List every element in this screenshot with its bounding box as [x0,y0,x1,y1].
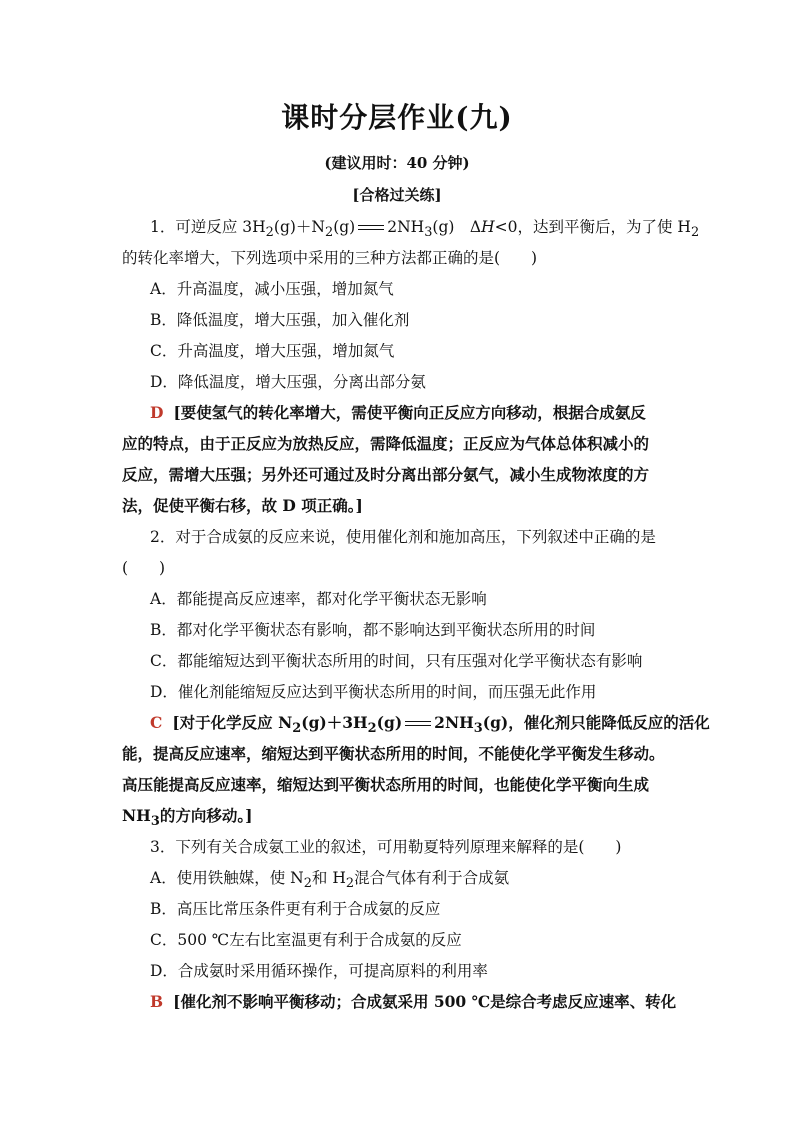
q1-explanation-line-1: D [要使氢气的转化率增大，需使平衡向正反应方向移动，根据合成氨反 [150,403,646,422]
q2-stem-line-1: 2．对于合成氨的反应来说，使用催化剂和施加高压，下列叙述中正确的是 [150,528,656,546]
q3-stem: 3．下列有关合成氨工业的叙述，可用勒夏特列原理来解释的是( ) [150,838,622,856]
q3-option-a: A．使用铁触媒，使 $N_2$和 $H_2$混合气体有利于合成氨 [150,869,510,892]
q2-option-d: D．催化剂能缩短反应达到平衡状态所用的时间，而压强无此作用 [150,683,597,701]
suggested-time: (建议用时：40 分钟) [324,154,470,172]
q2-option-c: C．都能缩短达到平衡状态所用的时间，只有压强对化学平衡状态有影响 [150,652,643,670]
q2-option-a: A．都能提高反应速率，都对化学平衡状态无影响 [150,590,487,608]
q2-stem-line-2: ( ) [122,559,166,577]
q1-option-a: A．升高温度，减小压强，增加氮气 [150,280,394,298]
q1-option-b: B．降低温度，增大压强，加入催化剂 [150,311,410,329]
section-heading: [合格过关练] [352,186,442,204]
q1-explanation-line-2: 应的特点，由于正反应为放热反应，需降低温度；正反应为气体总体积减小的 [122,434,650,453]
q3-option-b: B．高压比常压条件更有利于合成氨的反应 [150,900,441,918]
equilibrium-arrow-icon [358,223,384,233]
q2-explanation-line-2: 能，提高反应速率，缩短达到平衡状态所用的时间，不能使化学平衡发生移动。 [122,744,665,763]
q1-option-d: D．降低温度，增大压强，分离出部分氨 [150,373,426,391]
q2-option-b: B．都对化学平衡状态有影响，都不影响达到平衡状态所用的时间 [150,621,596,639]
q3-explanation-line-1: B [催化剂不影响平衡移动；合成氨采用 500 ℃是综合考虑反应速率、转化 [150,992,677,1011]
q1-explanation-line-3: 反应，需增大压强；另外还可通过及时分离出部分氨气，减小生成物浓度的方 [122,465,650,484]
q1-option-c: C．升高温度，增大压强，增加氮气 [150,342,395,360]
q2-explanation-line-4: $NH_3$的方向移动。] [122,806,253,830]
q2-answer: C [150,713,163,732]
q3-answer: B [150,992,164,1011]
q1-stem-line-2: 的转化率增大，下列选项中采用的三种方法都正确的是( ) [122,249,538,267]
page-title: 课时分层作业(九) [281,101,513,134]
q1-answer: D [150,403,164,422]
q1-stem-line-1: 1．可逆反应 $3H_2(g)+N_2(g)$ $2NH_3(g)$ ΔH<0，达到平衡后，为了使 $H_2$ [150,218,700,241]
q3-option-d: D．合成氨时采用循环操作，可提高原料的利用率 [150,962,488,980]
equilibrium-arrow-icon [405,719,431,729]
q1-explanation-line-4: 法，促使平衡右移，故 D 项正确。] [122,496,363,515]
q3-option-c: C．500 ℃左右比室温更有利于合成氨的反应 [150,931,462,949]
q2-explanation-line-3: 高压能提高反应速率，缩短达到平衡状态所用的时间，也能使化学平衡向生成 [122,775,650,794]
q2-explanation-line-1: C [对于化学反应 $N_2(g)+3H_2(g)$ $2NH_3(g)$，催化剂只能降低反应的活化 [150,713,710,737]
